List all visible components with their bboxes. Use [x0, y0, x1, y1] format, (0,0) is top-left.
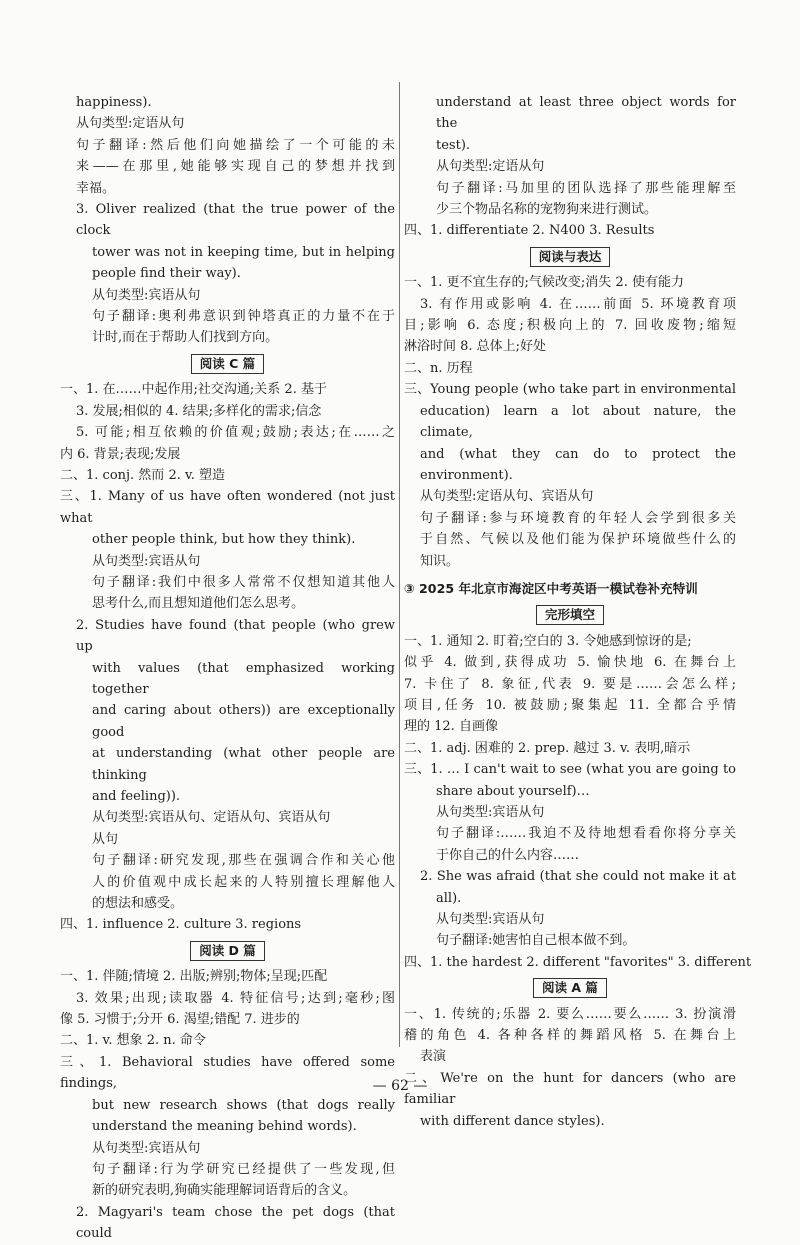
text-line: and (what they can do to protect the [420, 446, 736, 462]
text-line: 句子翻译:奥利弗意识到钟塔真正的力量不在于 [92, 309, 395, 325]
text-line: 从句 [92, 831, 119, 847]
text-line: 从句类型:宾语从句 [92, 553, 201, 569]
text-line: 三、Young people (who take part in environmental [404, 382, 736, 398]
text-line: other people think, but how they think). [92, 532, 356, 548]
text-line: 从句类型:宾语从句、定语从句、宾语从句 [92, 810, 331, 826]
text-line: 人的价值观中成长起来的人特别擅长理解他人 [92, 874, 395, 890]
column-divider [399, 82, 400, 1047]
text-line: 2. She was afraid (that she could not make it at [420, 869, 736, 885]
text-line: 二、We're on the hunt for dancers (who are familiar [404, 1070, 736, 1108]
text-line: 3. Oliver realized (that the true power of the clock [76, 202, 395, 239]
section-header [404, 605, 736, 626]
text-line: 四、1. differentiate 2. N400 3. Results [404, 223, 655, 239]
text-line: all). [436, 890, 462, 906]
text-line: test). [436, 137, 471, 153]
text-line: 于自然、气候以及他们能为保护环境做些什么的 [420, 532, 736, 548]
text-line: 新的研究表明,狗确实能理解词语背后的含义。 [92, 1183, 357, 1199]
text-line: 3. 有作用或影响 4. 在……前面 5. 环境教育项 [420, 296, 736, 312]
text-line: 三、1. Behavioral studies have offered some findings, [60, 1054, 395, 1092]
text-line: 的想法和感受。 [92, 896, 184, 912]
text-line: 理的 12. 自画像 [404, 719, 498, 735]
text-line: 一、1. 伴随;情境 2. 出版;辨别;物体;呈现;匹配 [60, 969, 328, 985]
text-line: 句子翻译:参与环境教育的年轻人会学到很多关 [420, 510, 736, 526]
text-line: 少三个物品名称的宠物狗来进行测试。 [436, 202, 658, 218]
text-line: education) learn a lot about nature, the climate, [420, 403, 736, 441]
text-line: 从句类型:宾语从句 [92, 1140, 201, 1156]
text-line: happiness). [76, 95, 152, 110]
text-line: 2. Studies have found (that people (who grew up [76, 617, 395, 655]
text-line: 目;影响 6. 态度;积极向上的 7. 回收废物;缩短 [404, 318, 736, 334]
left-column [60, 92, 395, 1245]
text-line: 稽的角色 4. 各种各样的舞蹈风格 5. 在舞台上 [404, 1028, 736, 1044]
text-line: people find their way). [92, 266, 241, 282]
section-header-box: 阅读 D 篇 [190, 941, 265, 961]
text-line: 表演 [420, 1049, 447, 1065]
text-line: 思考什么,而且想知道他们怎么思考。 [92, 596, 305, 612]
text-line: 句子翻译:行为学研究已经提供了一些发现,但 [92, 1161, 395, 1177]
text-line: 从句类型:定语从句、宾语从句 [420, 489, 594, 505]
text-line: 似乎 4. 做到,获得成功 5. 愉快地 6. 在舞台上 [404, 655, 736, 671]
text-line: and caring about others)) are exceptionally good [92, 703, 395, 740]
text-line: 句子翻译:我们中很多人常常不仅想知道其他人 [92, 574, 395, 590]
text-line: 像 5. 习惯于;分开 6. 渴望;错配 7. 进步的 [60, 1012, 300, 1028]
text-line: 来——在那里,她能够实现自己的梦想并找到 [76, 159, 395, 175]
text-line: tower was not in keeping time, but in helping [92, 244, 395, 260]
text-line: 5. 可能;相互依赖的价值观;鼓励;表达;在……之 [76, 425, 395, 441]
text-line: 二、n. 历程 [404, 360, 473, 376]
text-line: 句子翻译:她害怕自己根本做不到。 [436, 933, 636, 949]
text-line: 7. 卡住了 8. 象征,代表 9. 要是……会怎么样; [404, 676, 736, 692]
text-line: with different dance styles). [420, 1113, 605, 1129]
section-header [60, 941, 395, 962]
section-header [404, 247, 736, 268]
text-line: 三、1. … I can't wait to see (what you are going to [404, 762, 736, 778]
text-line: 从句类型:定语从句 [76, 116, 185, 132]
text-line: 于你自己的什么内容…… [436, 847, 580, 863]
text-line: but new research shows (that dogs really [92, 1097, 395, 1113]
section-header-box: 阅读 C 篇 [191, 354, 264, 374]
text-line: and feeling)). [92, 789, 181, 804]
text-line: 2. Magyari's team chose the pet dogs (that could [76, 1204, 395, 1242]
text-line: 四、1. the hardest 2. different "favorites" 3. different [404, 954, 752, 970]
section-header-box: 阅读与表达 [530, 247, 611, 267]
section-header [60, 354, 395, 375]
text-line: 知识。 [420, 553, 460, 569]
section-header-box: 阅读 A 篇 [533, 978, 607, 998]
text-line: share about yourself)… [436, 783, 590, 799]
text-line: 项目,任务 10. 被鼓励;聚集起 11. 全都合乎情 [404, 697, 736, 713]
text-line: 淋浴时间 8. 总体上;好处 [404, 339, 547, 355]
text-line: 四、1. influence 2. culture 3. regions [60, 917, 302, 933]
text-line: 句子翻译:马加里的团队选择了那些能理解至 [436, 180, 736, 196]
text-line: 一、1. 更不宜生存的;气候改变;消失 2. 使有能力 [404, 275, 684, 291]
text-line: environment). [420, 467, 513, 483]
exam-section-title: ③ 2025 年北京市海淀区中考英语一模试卷补充特训 [404, 580, 698, 596]
text-line: 计时,而在于帮助人们找到方向。 [92, 330, 279, 346]
text-line: at understanding (what other people are thinking [92, 746, 395, 783]
section-header [404, 978, 736, 999]
text-line: 句子翻译:然后他们向她描绘了一个可能的未 [76, 137, 395, 153]
text-line: 句子翻译:研究发现,那些在强调合作和关心他 [92, 853, 395, 869]
text-line: 二、1. conj. 然而 2. v. 塑造 [60, 467, 226, 483]
text-line: 3. 效果;出现;读取器 4. 特征信号;达到;毫秒;图 [76, 990, 395, 1006]
text-line: 从句类型:宾语从句 [92, 287, 201, 303]
text-line: 3. 发展;相似的 4. 结果;多样化的需求;信念 [76, 403, 322, 419]
text-line: 内 6. 背景;表现;发展 [60, 446, 181, 462]
page-number: — 62 — [372, 1078, 428, 1094]
text-line: 一、1. 在……中起作用;社交沟通;关系 2. 基于 [60, 382, 327, 398]
text-line: 二、1. adj. 困难的 2. prep. 越过 3. v. 表明,暗示 [404, 740, 691, 756]
text-line: with values (that emphasized working together [92, 660, 395, 697]
text-line: 二、1. v. 想象 2. n. 命令 [60, 1033, 206, 1049]
text-line: 幸福。 [76, 180, 116, 196]
text-line: 从句类型:定语从句 [436, 159, 545, 175]
text-line: 一、1. 传统的;乐器 2. 要么……要么…… 3. 扮演滑 [404, 1006, 736, 1022]
text-line: 从句类型:宾语从句 [436, 912, 545, 928]
text-line: understand the meaning behind words). [92, 1119, 357, 1135]
text-line: 三、1. Many of us have often wondered (not just what [60, 489, 395, 526]
text-line: 从句类型:宾语从句 [436, 805, 545, 820]
text-line: understand at least three object words for the [436, 95, 736, 132]
text-line: 一、1. 通知 2. 盯着;空白的 3. 令她感到惊讶的是; [404, 633, 692, 649]
section-header-box: 完形填空 [536, 605, 604, 625]
right-column [404, 92, 752, 1132]
text-line: 句子翻译:……我迫不及待地想看看你将分享关 [436, 826, 736, 842]
